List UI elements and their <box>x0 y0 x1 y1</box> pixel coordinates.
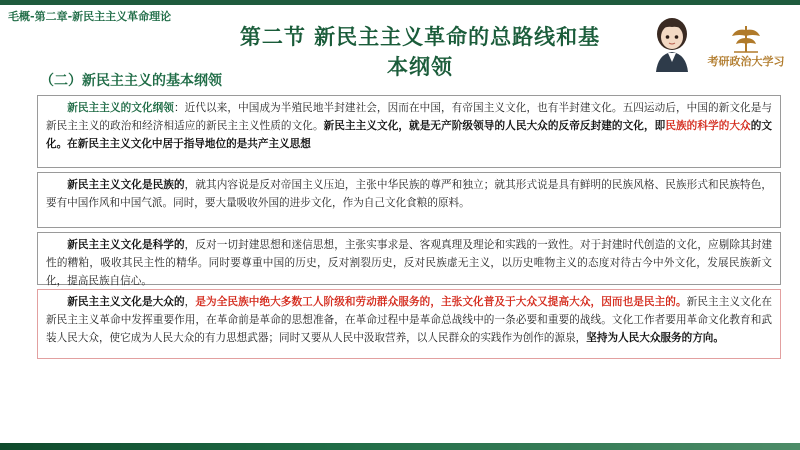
mass-culture-lead: 新民主主义文化是大众的 <box>67 296 185 308</box>
brand-logo-text: 考研政治大学习 <box>707 55 785 68</box>
national-culture-body: ，就其内容说是反对帝国主义压迫，主张中华民族的尊严和独立；就其形式说是具有鲜明的民族风格、民族形式和民族特色，要有中国作风和中国气派。同时，要大量吸收外国的进步文化，作为自己文化食粮的原料。 <box>46 179 772 209</box>
culture-guiding-thought: 的文化。在新民主主义文化中居于指导地位的是共产主义思想 <box>46 120 773 150</box>
scientific-culture-box <box>37 232 781 285</box>
national-culture-box <box>37 172 781 228</box>
page-title-line1: 第二节 新民主主义革命的总路线和基 <box>239 25 601 49</box>
mass-culture-body: 新民主主义文化在新民主主义革命中发挥重要作用，在革命前是革命的思想准备，在革命过程中是革命总战线中的一条必要和重要的战线。文化工作者要用革命文化教育和武装人民大众，使它成为人民大众的有力思想武器；同时又要从人民中汲取营养，以人民群众的实践作为创作的源泉， <box>46 296 773 344</box>
culture-definition-highlight: 民族的科学的大众 <box>665 120 751 132</box>
culture-program-box <box>37 95 781 168</box>
section-subtitle: （二）新民主主义的基本纲领 <box>40 73 222 89</box>
section-label: 毛概-第二章-新民主主义革命理论 <box>8 10 172 23</box>
culture-program-body: ：近代以来，中国成为半殖民地半封建社会，因而在中国，有帝国主义文化，也有半封建文化。五四运动后，中国的新文化是与新民主主义的政治和经济相适应的新民主主义性质的文化。 <box>46 102 773 132</box>
page-title <box>215 22 625 82</box>
scientific-culture-lead: 新民主主义文化是科学的 <box>67 239 185 251</box>
mass-culture-box <box>37 289 781 359</box>
culture-program-lead: 新民主主义的文化纲领 <box>67 102 174 114</box>
top-accent-bar <box>0 0 800 5</box>
presenter-avatar <box>648 12 696 72</box>
mass-culture-text <box>46 293 772 347</box>
mass-culture-direction: 坚持为人民大众服务的方向。 <box>586 332 724 344</box>
culture-program-text <box>46 99 772 153</box>
national-culture-lead: 新民主主义文化是民族的 <box>67 179 185 191</box>
mass-culture-comma: ， <box>184 296 196 308</box>
scientific-culture-body: ，反对一切封建思想和迷信思想，主张实事求是、客观真理及理论和实践的一致性。对于封建时代创造的文化，应剔除其封建性的糟粕，吸收其民主性的精华。同时要尊重中国的历史，反对割裂历史，反对民族虚无主义，以历史唯物主义的态度对待古今中外文化，发展民族新文化，提高民族自信心。 <box>46 239 772 287</box>
page-title-line2: 本纲领 <box>387 55 453 79</box>
bottom-accent-bar <box>0 443 800 450</box>
mass-culture-highlight: 是为全民族中绝大多数工人阶级和劳动群众服务的，主张文化普及于大众又提高大众，因而也是民主的。 <box>195 296 687 308</box>
culture-definition-bold: 新民主主义文化，就是无产阶级领导的人民大众的反帝反封建的文化，即 <box>323 120 666 132</box>
scientific-culture-text <box>46 236 772 290</box>
national-culture-text <box>46 176 772 212</box>
